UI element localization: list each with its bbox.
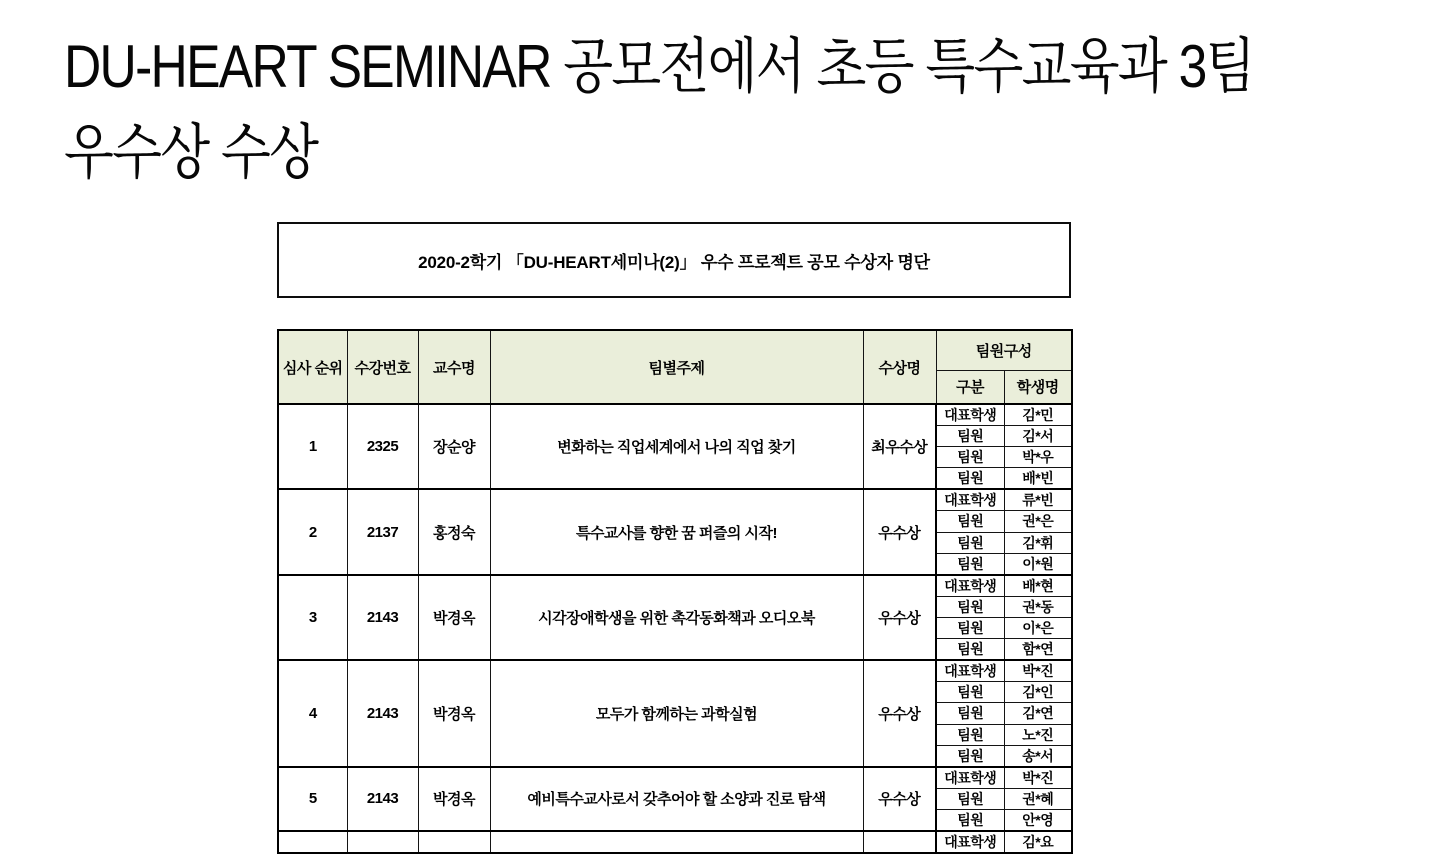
rank-cell: 4 (278, 660, 347, 767)
member-role-cell: 팀원 (936, 511, 1004, 532)
member-name-cell: 노*진 (1004, 724, 1072, 745)
member-row (278, 575, 1072, 597)
rank-cell: 1 (278, 404, 347, 489)
member-role-cell: 대표학생 (936, 767, 1004, 789)
award-cell (863, 831, 936, 853)
member-role-cell: 팀원 (936, 809, 1004, 831)
member-row (278, 660, 1072, 682)
award-cell: 최우수상 (863, 404, 936, 489)
member-name-cell: 권*동 (1004, 596, 1072, 617)
member-role-cell: 대표학생 (936, 575, 1004, 597)
member-role-cell: 팀원 (936, 532, 1004, 553)
member-row-partial (278, 831, 1072, 853)
topic-cell (490, 831, 863, 853)
member-role-cell: 팀원 (936, 639, 1004, 661)
topic-cell: 특수교사를 향한 꿈 퍼즐의 시작! (490, 489, 863, 574)
member-role-cell: 팀원 (936, 426, 1004, 447)
rank-cell: 2 (278, 489, 347, 574)
member-role-cell: 팀원 (936, 682, 1004, 703)
professor-cell: 홍정숙 (418, 489, 490, 574)
member-role-cell: 팀원 (936, 724, 1004, 745)
award-cell: 우수상 (863, 489, 936, 574)
member-name-cell: 류*빈 (1004, 489, 1072, 511)
professor-cell: 박경옥 (418, 660, 490, 767)
course-no-cell: 2137 (347, 489, 418, 574)
member-name-cell: 권*은 (1004, 511, 1072, 532)
member-name-cell: 김*휘 (1004, 532, 1072, 553)
award-cell: 우수상 (863, 660, 936, 767)
professor-cell: 박경옥 (418, 767, 490, 831)
awards-table (277, 329, 1073, 854)
col-header-rank: 심사 순위 (278, 330, 347, 404)
member-name-cell: 김*인 (1004, 682, 1072, 703)
col-header-award: 수상명 (863, 330, 936, 404)
member-row (278, 489, 1072, 511)
page-title-line2: 우수상 수상 (64, 119, 318, 186)
member-role-cell: 팀원 (936, 596, 1004, 617)
member-row (278, 404, 1072, 426)
member-name-cell: 송*서 (1004, 745, 1072, 767)
member-name-cell: 이*은 (1004, 617, 1072, 638)
course-no-cell: 2325 (347, 404, 418, 489)
topic-cell: 예비특수교사로서 갖추어야 할 소양과 진로 탐색 (490, 767, 863, 831)
member-role-cell: 팀원 (936, 788, 1004, 809)
award-cell: 우수상 (863, 767, 936, 831)
col-header-student: 학생명 (1004, 370, 1072, 404)
member-name-cell: 배*빈 (1004, 468, 1072, 490)
topic-cell: 모두가 함께하는 과학실험 (490, 660, 863, 767)
member-name-cell: 박*진 (1004, 660, 1072, 682)
course-no-cell: 2143 (347, 660, 418, 767)
member-role-cell: 팀원 (936, 703, 1004, 724)
rank-cell: 5 (278, 767, 347, 831)
member-name-cell: 김*요 (1004, 831, 1072, 853)
topic-cell: 시각장애학생을 위한 촉각동화책과 오디오북 (490, 575, 863, 660)
member-role-cell: 대표학생 (936, 489, 1004, 511)
member-role-cell: 팀원 (936, 745, 1004, 767)
member-role-cell: 팀원 (936, 447, 1004, 468)
professor-cell: 장순양 (418, 404, 490, 489)
course-no-cell: 2143 (347, 767, 418, 831)
professor-cell (418, 831, 490, 853)
member-role-cell: 팀원 (936, 617, 1004, 638)
member-role-cell: 팀원 (936, 468, 1004, 490)
page-title (64, 24, 1254, 196)
table-header (278, 330, 1072, 404)
member-name-cell: 김*서 (1004, 426, 1072, 447)
member-role-cell: 대표학생 (936, 660, 1004, 682)
col-header-team: 팀원구성 (936, 330, 1072, 370)
member-name-cell: 안*영 (1004, 809, 1072, 831)
award-cell: 우수상 (863, 575, 936, 660)
table-caption-box (277, 222, 1071, 298)
col-header-professor: 교수명 (418, 330, 490, 404)
member-name-cell: 이*원 (1004, 553, 1072, 575)
professor-cell: 박경옥 (418, 575, 490, 660)
member-role-cell: 대표학생 (936, 404, 1004, 426)
member-name-cell: 김*민 (1004, 404, 1072, 426)
course-no-cell (347, 831, 418, 853)
topic-cell: 변화하는 직업세계에서 나의 직업 찾기 (490, 404, 863, 489)
page-title-line1: DU-HEART SEMINAR 공모전에서 초등 특수교육과 3팀 (64, 33, 1254, 100)
col-header-topic: 팀별주제 (490, 330, 863, 404)
member-name-cell: 함*연 (1004, 639, 1072, 661)
member-name-cell: 권*혜 (1004, 788, 1072, 809)
member-row (278, 767, 1072, 789)
course-no-cell: 2143 (347, 575, 418, 660)
rank-cell (278, 831, 347, 853)
rank-cell: 3 (278, 575, 347, 660)
member-name-cell: 박*진 (1004, 767, 1072, 789)
member-name-cell: 박*우 (1004, 447, 1072, 468)
member-role-cell: 팀원 (936, 553, 1004, 575)
table-caption: 2020-2학기 「DU-HEART세미나(2)」 우수 프로젝트 공모 수상자 명단 (418, 252, 930, 272)
col-header-role: 구분 (936, 370, 1004, 404)
member-role-cell: 대표학생 (936, 831, 1004, 853)
member-name-cell: 김*연 (1004, 703, 1072, 724)
col-header-course-no: 수강번호 (347, 330, 418, 404)
member-name-cell: 배*현 (1004, 575, 1072, 597)
